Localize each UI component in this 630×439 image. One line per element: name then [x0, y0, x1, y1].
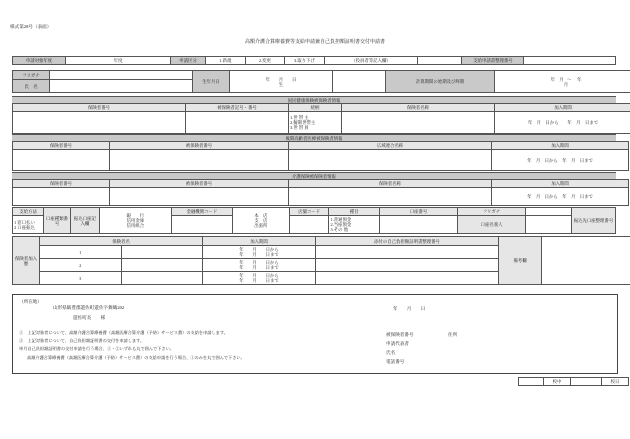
- dob-label: 生年月日: [193, 71, 230, 93]
- applicant-name-label: 氏名: [386, 350, 396, 355]
- history-period-field[interactable]: 年 月 日から 年 月 日まで: [203, 246, 316, 259]
- care-insured-no-field[interactable]: [110, 188, 289, 206]
- care-table: [12, 179, 629, 206]
- fiscal-label: 申請対象年度: [13, 57, 66, 65]
- statement-3: 単月自己負担額証明書の交付申請を行う場合、①・②いずれも丸で囲んで下さい。: [19, 346, 174, 351]
- fiscal-field[interactable]: 年度: [66, 57, 171, 65]
- care-insurer-name-header: 保険者名称: [289, 180, 492, 188]
- holder-field[interactable]: [525, 216, 571, 234]
- receipt-no-field[interactable]: [524, 57, 616, 65]
- care-insurer-no-field[interactable]: [13, 188, 110, 206]
- remarks-field[interactable]: [542, 237, 630, 285]
- method-options[interactable]: 1 窓口払い 2 口座振込: [13, 216, 44, 234]
- nhi-period-field[interactable]: 年 月 日から 年 月 日まで: [495, 112, 630, 134]
- furigana-label: フリガナ: [13, 71, 50, 80]
- nhi-table: [12, 103, 630, 134]
- municipal-address: 山形県飯豊郡遊佐町遊佐字舞鶴202: [53, 305, 125, 310]
- history-period-field[interactable]: 年 月 日から 年 月 日まで: [203, 272, 316, 285]
- history-table: 保険者加入歴 保険者名 加入期間 添付の自己負担額証明書整理番号 備考欄 1 年 月 日から 年 月 日まで 2 年 月 日から 年 月 日まで 3 年 月 日から 年 月 日まで: [12, 236, 630, 285]
- header-row: [12, 56, 616, 65]
- category-option-withdraw[interactable]: 3.取り下げ: [285, 57, 325, 65]
- category-label: 申請区分: [171, 57, 206, 65]
- elderly-section-header: 後期高齢者医療被保険者情報: [12, 134, 616, 143]
- method-label: 支給方法: [13, 208, 44, 216]
- care-insurer-no-header: 保険者番号: [13, 180, 110, 188]
- addressee-label: （所在地）: [19, 299, 42, 304]
- history-insurer-field[interactable]: [121, 246, 203, 259]
- nhi-section-header: 国民健康保険被保険者情報: [12, 96, 616, 105]
- elderly-wide-name-field[interactable]: [289, 150, 492, 171]
- care-insured-no-header: 被保険者番号: [110, 180, 289, 188]
- bank-code-label: 金融機関コード: [171, 208, 232, 216]
- remarks-label: 備考欄: [499, 237, 542, 285]
- nhi-symbol-field[interactable]: [186, 112, 289, 134]
- applicant-label: 申請代表者: [386, 341, 409, 346]
- check-mid-label: 校中: [544, 378, 571, 386]
- history-cert-field[interactable]: [316, 259, 499, 272]
- application-date[interactable]: 年 月 日: [393, 306, 426, 311]
- history-cert-field[interactable]: [316, 246, 499, 259]
- bank-code-field[interactable]: [171, 216, 232, 234]
- receipt-no-label: 支給申請書整理番号: [462, 57, 524, 65]
- statement-2: ② 上記対象者について、自己負担額証明書の交付を申請します。: [19, 338, 145, 343]
- history-period-field[interactable]: 年 月 日から 年 月 日まで: [203, 259, 316, 272]
- elderly-insured-no-header: 被保険者番号: [110, 142, 289, 150]
- holder-furigana-label: フリガナ: [458, 208, 526, 216]
- account-type-label: 口座種類番号: [44, 208, 71, 234]
- category-option-new[interactable]: 1.新規: [206, 57, 246, 65]
- period-label: 計算期間の始期及び終期: [386, 71, 495, 93]
- elderly-period-header: 加入期間: [492, 142, 629, 150]
- history-cert-field[interactable]: [316, 272, 499, 285]
- check-date-label: 校日: [602, 378, 629, 386]
- category-option-change[interactable]: 2.変更: [245, 57, 285, 65]
- store-code-label: 店舗コード: [289, 208, 329, 216]
- transfer-label: 振込口座記入欄: [70, 208, 99, 234]
- history-insurer-header: 保険者名: [40, 237, 203, 246]
- declaration-box: [12, 294, 618, 374]
- care-period-field[interactable]: 年 月 日から 年 月 日まで: [492, 188, 629, 206]
- dob-field[interactable]: 年 月 日 生: [230, 71, 333, 93]
- nhi-symbol-header: 被保険者記号・番号: [186, 104, 289, 112]
- history-period-header: 加入期間: [203, 237, 316, 246]
- elderly-table: [12, 141, 629, 171]
- branch-type-options[interactable]: 本 店 支 店 出張所: [232, 208, 289, 234]
- statement-1: ① 上記対象者について、高額介護合算療養費（高額医療合算介護（予防）サービス費）の支給を申請します。: [19, 330, 228, 335]
- history-cert-header: 添付の自己負担額証明書整理番号: [316, 237, 499, 246]
- insured-no-label: 被保険者番号: [386, 332, 414, 337]
- check-boxes: [518, 377, 629, 386]
- holder-label: 口座名義人: [458, 216, 526, 234]
- account-no-label: 口座番号: [379, 208, 457, 216]
- account-no-field[interactable]: [379, 216, 457, 234]
- payment-table: [12, 207, 616, 234]
- nhi-insurer-name-header: 保険者名称: [342, 104, 495, 112]
- care-insurer-name-field[interactable]: [289, 188, 492, 206]
- nhi-insurer-name-field[interactable]: [342, 112, 495, 134]
- name-field[interactable]: [50, 80, 193, 93]
- elderly-wide-name-header: 広域連合名称: [289, 142, 492, 150]
- elderly-insurer-no-header: 保険者番号: [13, 142, 110, 150]
- history-insurer-field[interactable]: [121, 272, 203, 285]
- nhi-insurer-no-header: 保険者番号: [13, 104, 186, 112]
- period-field[interactable]: 年 月 ～ 年 月: [495, 71, 630, 93]
- form-number: 様式第28号（表面）: [10, 24, 52, 29]
- history-insurer-field[interactable]: [121, 259, 203, 272]
- statement-4: 高額介護合算療養費（高額医療合算介護（予防）サービス費）の支給申請を行う場合、①のみを丸で囲んで下さい。: [27, 355, 245, 360]
- staff-note: （役員者等記入欄）: [324, 57, 418, 65]
- kind-options[interactable]: 1.普通預金 2.当座預金 3.その 他: [329, 216, 379, 234]
- store-code-field[interactable]: [289, 216, 329, 234]
- address-label: 住所: [448, 332, 458, 337]
- kind-label: 種目: [329, 208, 379, 216]
- elderly-insurer-no-field[interactable]: [13, 150, 110, 171]
- elderly-insured-no-field[interactable]: [110, 150, 289, 171]
- name-label: 氏 名: [13, 80, 50, 93]
- mayor-line: 遊佐町長 様: [73, 315, 106, 320]
- nhi-period-header: 加入期間: [495, 104, 630, 112]
- care-section-header: 介護保険被保険者情報: [12, 172, 616, 181]
- person-row: [12, 70, 630, 93]
- transfer-no-label: 振込先口座整理番号: [571, 208, 615, 234]
- nhi-relation-header: 続柄: [289, 104, 342, 112]
- phone-label: 電話番号: [386, 359, 405, 364]
- bank-type-options[interactable]: 銀 行 信用金庫 信用組合: [99, 208, 171, 234]
- elderly-period-field[interactable]: 年 月 日から 年 月 日まで: [492, 150, 629, 171]
- form-title: 高額介護合算療養費等支給申請兼自己負担額証明書交付申請書: [244, 40, 385, 45]
- nhi-insurer-no-field[interactable]: [13, 112, 186, 134]
- furigana-field[interactable]: [50, 71, 193, 80]
- nhi-relation-options[interactable]: 1.世 帯 主 2.擬制世帯主 3.世 帯 員: [289, 112, 342, 134]
- care-period-header: 加入期間: [492, 180, 629, 188]
- history-side-label: 保険者加入歴: [13, 237, 40, 285]
